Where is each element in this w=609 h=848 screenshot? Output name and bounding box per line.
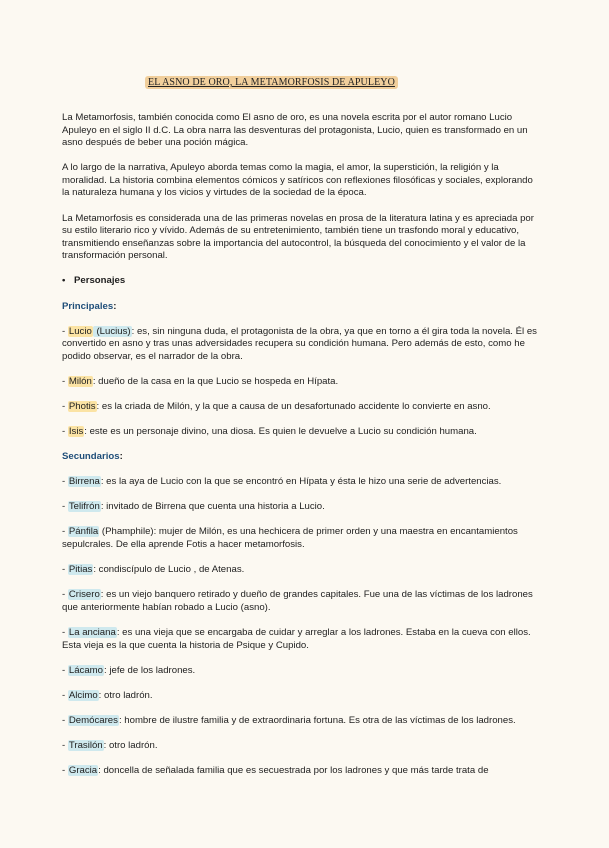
character-entry-lacamo: - Lácamo: jefe de los ladrones. bbox=[62, 664, 196, 676]
character-description: : otro ladrón. bbox=[98, 689, 153, 701]
bullet-label: Personajes bbox=[74, 275, 126, 287]
character-entry-la-anciana: - La anciana: es una vieja que se encargaba de cuidar y arreglar a los ladrones. Estaba en la cueva con ellos. Esta vieja es la que cuenta la historia de Psique y Cupido. bbox=[62, 626, 531, 651]
bullet-icon: • bbox=[62, 275, 66, 287]
character-description: : condiscípulo de Lucio , de Atenas. bbox=[93, 564, 245, 576]
character-entry-alcimo: - Alcimo: otro ladrón. bbox=[62, 689, 153, 701]
character-name: Birrena bbox=[68, 476, 100, 488]
bullet-personajes bbox=[62, 275, 542, 288]
character-description: : hombre de ilustre familia y de extraordinaria fortuna. Es otra de las víctimas de los ladrones. bbox=[118, 714, 516, 726]
character-description: : este es un personaje divino, una diosa. Es quien le devuelve a Lucio su condición humana. bbox=[84, 426, 477, 438]
character-name: Gracia bbox=[68, 765, 98, 776]
character-description: : es una vieja que se encargaba de cuidar y arreglar a los ladrones. Estaba en la cueva con ellos. Esta vieja es la que cuenta la historia de Psique y Cupido. bbox=[62, 626, 531, 651]
document-body bbox=[62, 112, 542, 790]
character-entry-crisero: - Crisero: es un viejo banquero retirado y dueño de grandes capitales. Fue una de las víctimas de los ladrones que anteriormente habían robado a Lucio (asno). bbox=[62, 589, 533, 613]
character-entry-pitias: - Pitias: condiscípulo de Lucio , de Atenas. bbox=[62, 564, 245, 576]
character-entry-gracia: - Gracia: doncella de señalada familia que es secuestrada por los ladrones y que más tarde trata de bbox=[62, 765, 489, 776]
section-heading-secundarios bbox=[62, 451, 542, 464]
character-description: : doncella de señalada familia que es secuestrada por los ladrones y que más tarde trata de bbox=[98, 765, 489, 776]
character-name: Lucio bbox=[68, 325, 92, 337]
character-entry-birrena: - Birrena: es la aya de Lucio con la que se encontró en Hípata y ésta le hizo una serie de advertencias. bbox=[62, 476, 502, 488]
character-name: Milón bbox=[68, 375, 92, 387]
character-name: Telifrón bbox=[68, 501, 100, 513]
character-name: Pitias bbox=[68, 564, 93, 576]
page-title: EL ASNO DE ORO, LA METAMORFOSIS DE APULEYO bbox=[145, 76, 398, 89]
section-heading-colon: : bbox=[113, 300, 117, 312]
section-heading-text: Secundarios bbox=[62, 451, 120, 463]
character-alias: (Lucius) bbox=[93, 325, 131, 337]
character-name: Demócares bbox=[68, 714, 118, 726]
character-name: Lácamo bbox=[68, 664, 104, 676]
character-description: : es la criada de Milón, y la que a causa de un desafortunado accidente lo convierte en asno. bbox=[96, 401, 491, 412]
character-name: Crisero bbox=[68, 589, 100, 601]
section-heading-principales bbox=[62, 301, 542, 314]
character-entry-democares: - Demócares: hombre de ilustre familia y de extraordinaria fortuna. Es otra de las víctimas de los ladrones. bbox=[62, 714, 516, 726]
character-entry-telifron: - Telifrón: invitado de Birrena que cuenta una historia a Lucio. bbox=[62, 501, 325, 513]
character-description: : otro ladrón. bbox=[103, 739, 158, 751]
character-entry-photis: - Photis: es la criada de Milón, y la que a causa de un desafortunado accidente lo convierte en asno. bbox=[62, 401, 491, 412]
character-entry-isis: - Isis: este es un personaje divino, una diosa. Es quien le devuelve a Lucio su condición humana. bbox=[62, 426, 477, 438]
character-description: : es un viejo banquero retirado y dueño de grandes capitales. Fue una de las víctimas de los ladrones que anteriormente habían robado a Lucio (asno). bbox=[62, 589, 533, 613]
character-name: Alcimo bbox=[68, 689, 98, 701]
character-name: Pánfila bbox=[68, 526, 99, 538]
character-name: La anciana bbox=[68, 626, 116, 638]
character-entry-lucio: - Lucio (Lucius): es, sin ninguna duda, el protagonista de la obra, ya que en torno a él gira toda la novela. Él es convertido en asno y tras unas adversidades recupera su condición humana. Pero además de esto, como he podido observar, es el narrador de la obra. bbox=[62, 325, 537, 362]
character-entry-trasilon: - Trasilón: otro ladrón. bbox=[62, 739, 158, 751]
intro-paragraph-1: La Metamorfosis, también conocida como El asno de oro, es una novela escrita por el autor romano Lucio Apuleyo en el siglo II d.C. La obra narra las desventuras del protagonista, Lucio, quien es transformado en un asno después de beber una poción mágica. bbox=[62, 112, 528, 149]
character-entry-milon: - Milón: dueño de la casa en la que Lucio se hospeda en Hípata. bbox=[62, 375, 339, 387]
intro-paragraph-2: A lo largo de la narrativa, Apuleyo aborda temas como la magia, el amor, la superstición, la religión y la moralidad. La historia combina elementos cómicos y satíricos con reflexiones filosóficas y sociales, explorando la naturaleza humana y los vicios y virtudes de la sociedad de la época. bbox=[62, 162, 533, 199]
character-description: : jefe de los ladrones. bbox=[104, 664, 196, 676]
character-name: Photis bbox=[68, 401, 96, 412]
character-entry-panfila: - Pánfila (Phamphile): mujer de Milón, es una hechicera de primer orden y una maestra en encantamientos sepulcrales. De ella aprende Fotis a hacer metamorfosis. bbox=[62, 526, 518, 551]
character-description: (Phamphile): mujer de Milón, es una hechicera de primer orden y una maestra en encantamientos sepulcrales. De ella aprende Fotis a hacer metamorfosis. bbox=[62, 526, 518, 551]
character-name: Isis bbox=[68, 426, 84, 438]
title-block bbox=[145, 76, 395, 90]
character-description: : es la aya de Lucio con la que se encontró en Hípata y ésta le hizo una serie de advertencias. bbox=[100, 476, 502, 488]
character-description: : dueño de la casa en la que Lucio se hospeda en Hípata. bbox=[92, 375, 339, 387]
intro-paragraph-3: La Metamorfosis es considerada una de las primeras novelas en prosa de la literatura latina y es apreciada por su estilo literario rico y vívido. Además de su entretenimiento, también tiene un trasfondo moral y educativo, transmitiendo enseñanzas sobre la importancia del autocontrol, la búsqueda del conocimiento y el valor de la transformación personal. bbox=[62, 212, 534, 262]
section-heading-text: Principales bbox=[62, 300, 114, 312]
character-description: : es, sin ninguna duda, el protagonista de la obra, ya que en torno a él gira toda la novela. Él es convertido en asno y tras unas adversidades recupera su condición humana. Pero además de esto, como he podido observar, es el narrador de la obra. bbox=[62, 325, 537, 362]
character-name: Trasilón bbox=[68, 739, 103, 751]
character-description: : invitado de Birrena que cuenta una historia a Lucio. bbox=[100, 501, 325, 513]
section-heading-colon: : bbox=[119, 451, 123, 463]
